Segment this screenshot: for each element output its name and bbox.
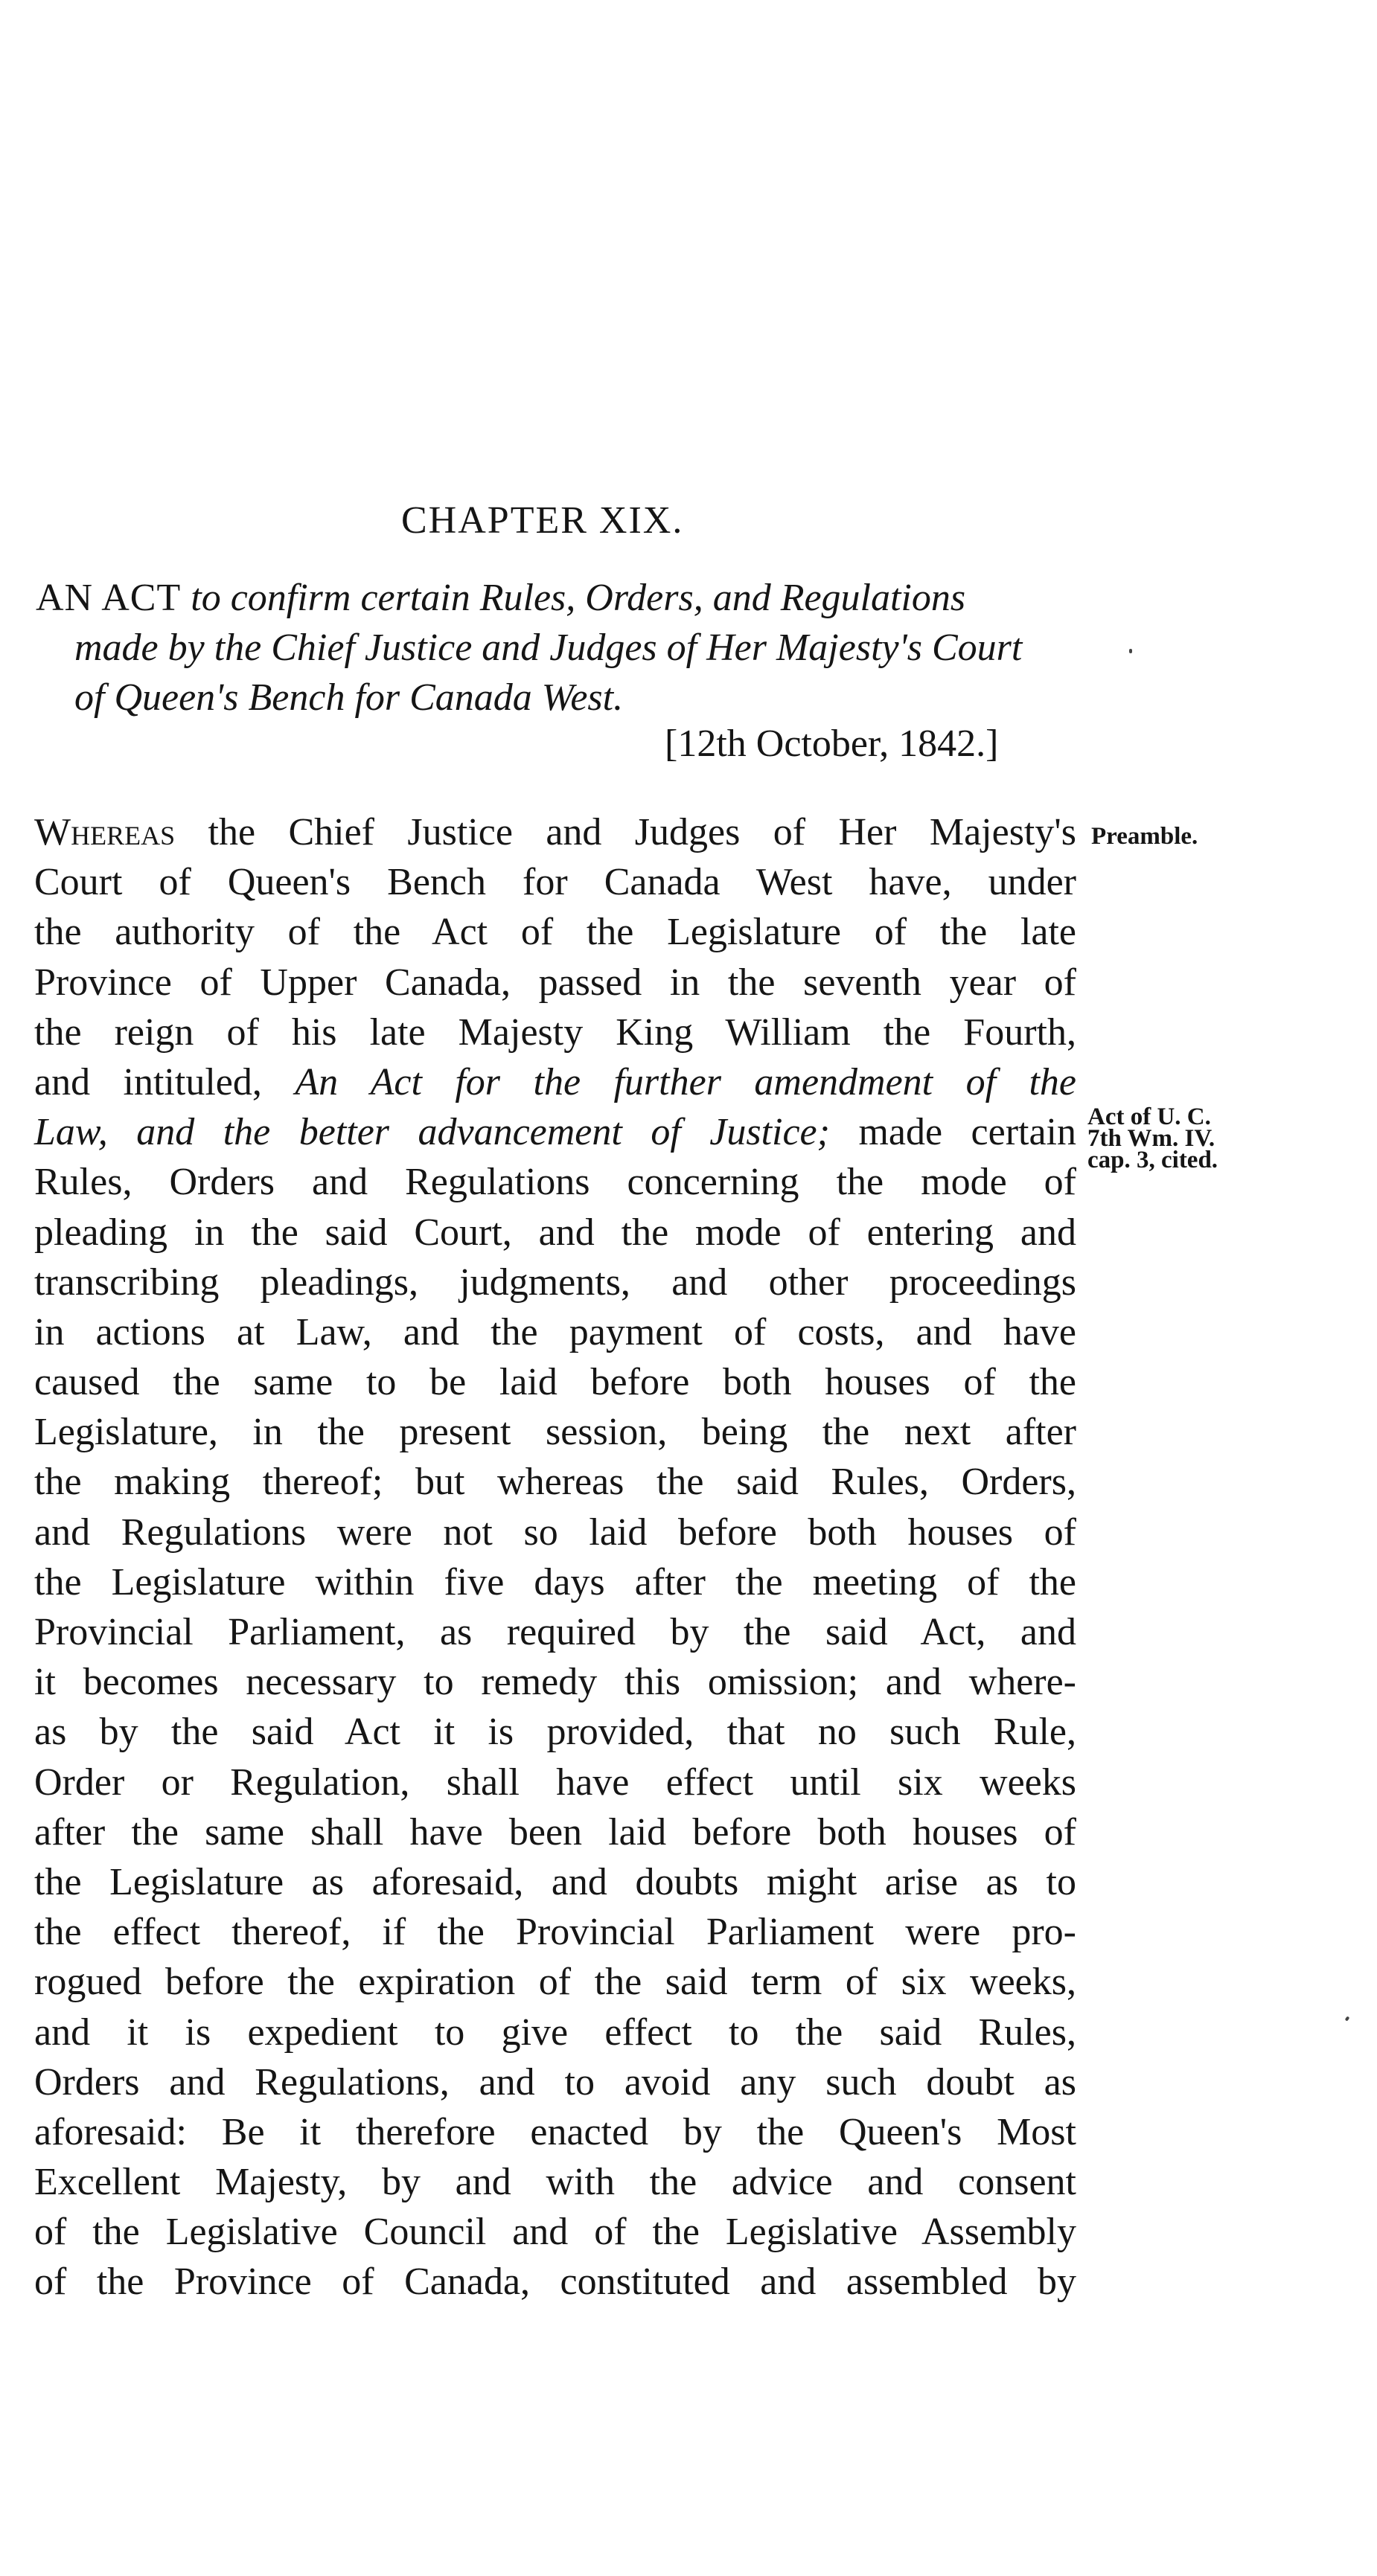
print-speck	[1129, 649, 1132, 653]
margin-note-line: Act of U. C.	[1087, 1103, 1211, 1130]
act-title-line-1	[36, 573, 1093, 623]
margin-note-preamble: Preamble.	[1091, 823, 1198, 850]
act-citation-italic: An Act for the further amendment of the	[295, 1060, 1076, 1103]
body-line	[34, 1107, 1076, 1157]
body-line: as by the said Act it is provided, that no such Rule,	[34, 1711, 1076, 1754]
body-line: the effect thereof, if the Provincial Parliament were pro-	[34, 1911, 1076, 1954]
body-line: the reign of his late Majesty King William the Fourth,	[34, 1010, 1076, 1054]
chapter-heading: CHAPTER XIX.	[401, 499, 684, 542]
body-line: Rules, Orders and Regulations concerning the mode of	[34, 1161, 1076, 1204]
body-line-text: the Chief Justice and Judges of Her Majesty's	[175, 811, 1076, 853]
body-line: Provincial Parliament, as required by the said Act, and	[34, 1611, 1076, 1653]
body-line: Court of Queen's Bench for Canada West have, under	[34, 861, 1076, 904]
body-line: and it is expedient to give effect to the said Rules,	[34, 2011, 1076, 2054]
act-title-text: to confirm certain Rules, Orders, and Regulations	[181, 577, 966, 619]
body-line: aforesaid: Be it therefore enacted by the Queen's Most	[34, 2110, 1076, 2153]
act-title-line-2: made by the Chief Justice and Judges of Her Majesty's Court	[74, 627, 1023, 669]
margin-note-act-cited	[1087, 1103, 1218, 1173]
body-line: of the Province of Canada, constituted and assembled by	[34, 2261, 1076, 2304]
body-line	[34, 807, 1076, 857]
margin-note-line: cap. 3, cited.	[1087, 1147, 1218, 1173]
body-line: transcribing pleadings, judgments, and other proceedings	[34, 1260, 1076, 1304]
print-speck	[1345, 2016, 1350, 2021]
body-line: Province of Upper Canada, passed in the seventh year of	[34, 961, 1076, 1004]
body-line-text: made certain	[829, 1111, 1076, 1154]
body-line: the authority of the Act of the Legislature of the late	[34, 911, 1076, 954]
body-line: the Legislature within five days after the meeting of the	[34, 1560, 1076, 1603]
act-citation-italic: Law, and the better advancement of Justice;	[34, 1111, 830, 1154]
body-line: in actions at Law, and the payment of costs, and have	[34, 1310, 1076, 1353]
body-line: Legislature, in the present session, being the next after	[34, 1411, 1076, 1454]
act-title-line-3: of Queen's Bench for Canada West.	[74, 676, 624, 719]
body-line: of the Legislative Council and of the Legislative Assembly	[34, 2211, 1076, 2254]
body-line	[34, 1057, 1076, 1107]
body-line: pleading in the said Court, and the mode of entering and	[34, 1211, 1076, 1254]
opening-word: Whereas	[34, 811, 176, 853]
body-text	[34, 807, 1076, 2307]
body-line: the making thereof; but whereas the said Rules, Orders,	[34, 1461, 1076, 1504]
body-line: and Regulations were not so laid before both houses of	[34, 1510, 1076, 1554]
body-line: caused the same to be laid before both houses of the	[34, 1361, 1076, 1404]
act-date: [12th October, 1842.]	[665, 723, 999, 765]
act-title-lead: AN ACT	[36, 577, 182, 619]
body-line: it becomes necessary to remedy this omission; and where-	[34, 1661, 1076, 1704]
body-line: Order or Regulation, shall have effect until six weeks	[34, 1760, 1076, 1804]
body-line: after the same shall have been laid before both houses of	[34, 1810, 1076, 1853]
body-line: the Legislature as aforesaid, and doubts might arise as to	[34, 1860, 1076, 1903]
body-line: rogued before the expiration of the said term of six weeks,	[34, 1961, 1076, 2004]
body-line-text: and intituled,	[34, 1060, 295, 1103]
act-title	[36, 573, 1093, 723]
body-line: Excellent Majesty, by and with the advice and consent	[34, 2161, 1076, 2204]
margin-note-line: 7th Wm. IV.	[1087, 1125, 1215, 1152]
body-line: Orders and Regulations, and to avoid any such doubt as	[34, 2060, 1076, 2104]
